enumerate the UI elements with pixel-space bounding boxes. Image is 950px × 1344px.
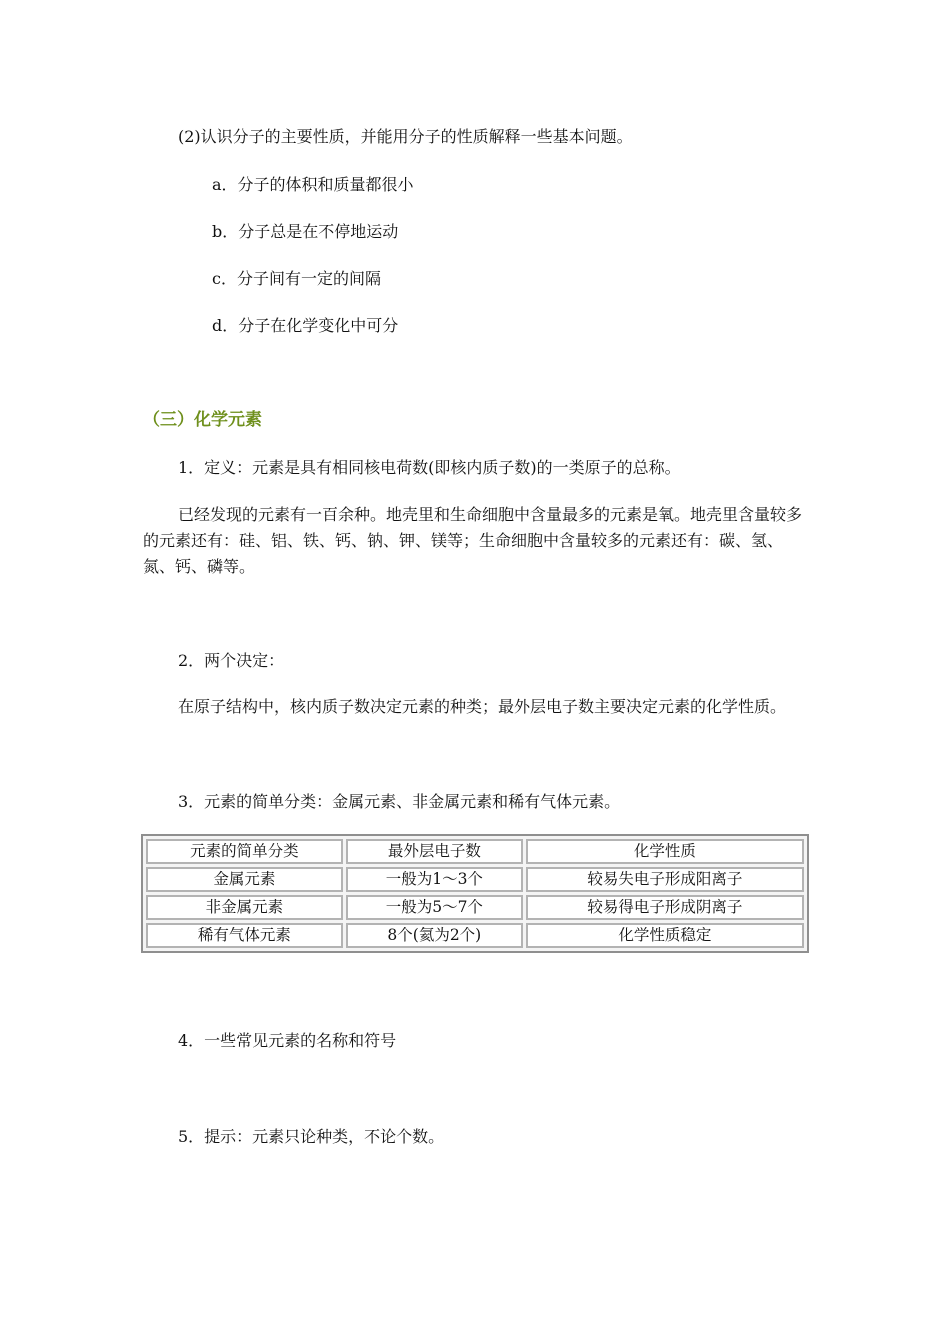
molecule-properties-intro: (2)认识分子的主要性质，并能用分子的性质解释一些基本问题。 [178,127,633,146]
list-item: d．分子在化学变化中可分 [212,316,399,335]
table-cell: 较易失电子形成阳离子 [526,867,804,892]
table-cell: 金属元素 [146,867,343,892]
table-cell: 化学性质稳定 [526,923,804,948]
section-heading: （三）化学元素 [143,410,262,430]
table-row [146,923,804,948]
table-row [146,895,804,920]
table-header-cell: 最外层电子数 [346,839,523,864]
element-abundance-paragraph: 已经发现的元素有一百余种。地壳里和生命细胞中含量最多的元素是氧。地壳里含量较多的元素还有：硅、铝、铁、钙、钠、钾、镁等；生命细胞中含量较多的元素还有：碳、氢、氮、钙、磷等。 [143,505,803,576]
table-cell: 非金属元素 [146,895,343,920]
two-decisions-text: 在原子结构中，核内质子数决定元素的种类；最外层电子数主要决定元素的化学性质。 [178,697,787,716]
element-classification-table [141,834,809,953]
table-cell: 8个(氦为2个) [346,923,523,948]
common-elements-title: 4．一些常见元素的名称和符号 [178,1031,397,1050]
element-definition: 1．定义：元素是具有相同核电荷数(即核内质子数)的一类原子的总称。 [178,458,681,477]
two-decisions-title: 2．两个决定： [178,651,285,670]
table-cell: 稀有气体元素 [146,923,343,948]
table-row [146,867,804,892]
table-cell: 一般为1～3个 [346,867,523,892]
table-header-cell: 化学性质 [526,839,804,864]
table-cell: 一般为5～7个 [346,895,523,920]
table-header-cell: 元素的简单分类 [146,839,343,864]
list-item: b．分子总是在不停地运动 [212,222,399,241]
list-item: a．分子的体积和质量都很小 [212,175,414,194]
table-header-row [146,839,804,864]
table-cell: 较易得电子形成阴离子 [526,895,804,920]
list-item: c．分子间有一定的间隔 [212,269,381,288]
classification-title: 3．元素的简单分类：金属元素、非金属元素和稀有气体元素。 [178,792,621,811]
element-tip: 5．提示：元素只论种类，不论个数。 [178,1127,445,1146]
